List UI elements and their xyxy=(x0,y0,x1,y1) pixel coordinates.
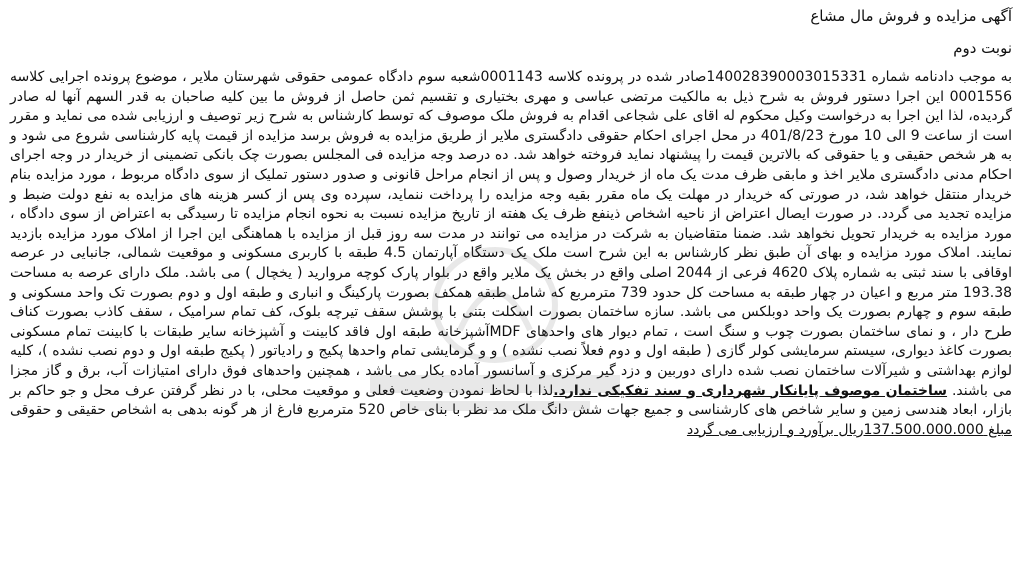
notice-body xyxy=(10,68,1012,440)
notice-paragraph-part2: لذا با لحاظ نمودن وضعیت فعلی و موقعیت محلی، با در نظر گرفتن عرف محل و جو حاکم بر بازار، ابعاد هندسی زمین و سایر شاخص های کارشناسی و جمیع جهات شش دانگ ملک مد نظر با بنای خاص 520 مترمربع فارغ از هر گونه بدهی به اشخاص حقیقی و حقوقی xyxy=(10,382,1012,419)
notice-paragraph-part1: به موجب دادنامه شماره 140028390003015331صادر شده در پرونده کلاسه 0001143شعبه سوم دادگاه عمومی حقوقی شهرستان ملایر ، موضوع پرونده اجرایی کلاسه 0001556 این اجرا دستور فروش به شرح ذیل به مالکیت مرتضی عباسی و مهری بختیاری و تقسیم ثمن حاصل از فروش ما بین کلیه صاحبان به قدر السهم آنها له صادر گردیده، لذا این اجرا به درخواست وکیل محکوم له اقای علی شجاعی اقدام به فروش ملک موصوف که توسط کارشناس به شرح زیر توصیف و ارزیابی شده می نماید و مقرر است از ساعت 9 الی 10 مورخ 401/8/23 در محل اجرای احکام حقوقی دادگستری ملایر از طریق مزایده به فروش برسد مزایده از قیمت پایه کارشناسی شروع می شود و به هر شخص حقیقی و یا حقوقی که بالاترین قیمت را پیشنهاد نماید فروخته خواهد شد. ده درصد وجه مزایده فی المجلس بصورت چک بانکی تضمینی از خریدار در وجه اجرای احکام مدنی دادگستری ملایر اخذ و مابقی ظرف مدت یک ماه از خریدار وصول و پس از انجام مراحل قانونی و صدور دستور تملیک از سوی دادگاه مربوط ، مورد مزایده بنام خریدار منتقل خواهد شد، در صورتی که خریدار در مهلت یک ماه مقرر بقیه وجه مزایده را پرداخت ننماید، سپرده وی پس از کسر هزینه های مزایده به نفع دولت ضبط و مزایده تجدید می گردد. در صورت ایصال اعتراض از ناحیه اشخاص ذینفع ظرف یک هفته از تاریخ مزایده نسبت به نحوه انجام مزایده تا رسیدگی به اعتراض از سوی دادگاه ، مورد مزایده به خریدار تحویل نخواهد شد. ضمنا متقاضیان به شرکت در مزایده می توانند در مدت سه روز قبل از مزایده با هماهنگی این اجرا از املاک مورد مزایده بازدید نمایند. املاک مورد مزایده و بهای آن طبق نظر کارشناس به این شرح است ملک یک دستگاه آپارتمان 4.5 طبقه با کاربری مسکونی و موقعیت شمالی، جانبایی در عرصه اوقافی با سند ثبتی به شماره پلاک 4620 فرعی از 2044 اصلی واقع در بخش یک ملایر واقع در بلوار پارک کوچه مروارید ( یخچال ) می باشد. ملک دارای عرصه به مساحت 193.38 متر مربع و اعیان در چهار طبقه به مساحت کل حدود 739 مترمربع که شامل طبقه همکف بصورت پارکینگ و انباری و طبقه اول و دوم بصورت تک واحد مسکونی و طبقه سوم و چهارم بصورت یک واحد دوبلکس می باشد. سازه ساختمان بصورت اسکلت بتنی با پوشش سقف تیرچه بلوک، کف تمام سرامیک ، سقف کاذب بصورت کناف طرح دار ، و نمای ساختمان بصورت چوب و سنگ است ، تمام دیوار های واحدهای MDFآشپزخانه طبقه اول فاقد کابینت و آشپزخانه سایر طبقات با کابینت تمام مسکونی بصورت کاغذ دیواری، سیستم سرمایشی کولر گازی ( طبقه اول و دوم فعلاً نصب نشده ) و و گرمایشی تمام واحدها پکیج و رادیاتور ( پکیج طبقه اول و دوم نصب نشده )، کلیه لوازم بهداشتی و شیرآلات ساختمان نصب شده دارای دوربین و دزد گیر مرکزی و آسانسور آماده بکار می باشد ، همچنین واحدهای فوق دارای امتیازات آب، برق و گاز مجزا می باشند. xyxy=(10,69,1013,399)
notice-bold-clause: ساختمان موصوف پایانکار شهرداری و سند تفکیکی ندارد. xyxy=(553,382,948,399)
notice-price-clause: مبلغ 137.500.000.000ریال برآورد و ارزیابی می گردد xyxy=(686,421,1012,438)
notice-subtitle: نوبت دوم xyxy=(953,39,1012,57)
notice-title: آگهی مزایده و فروش مال مشاع xyxy=(810,7,1012,25)
